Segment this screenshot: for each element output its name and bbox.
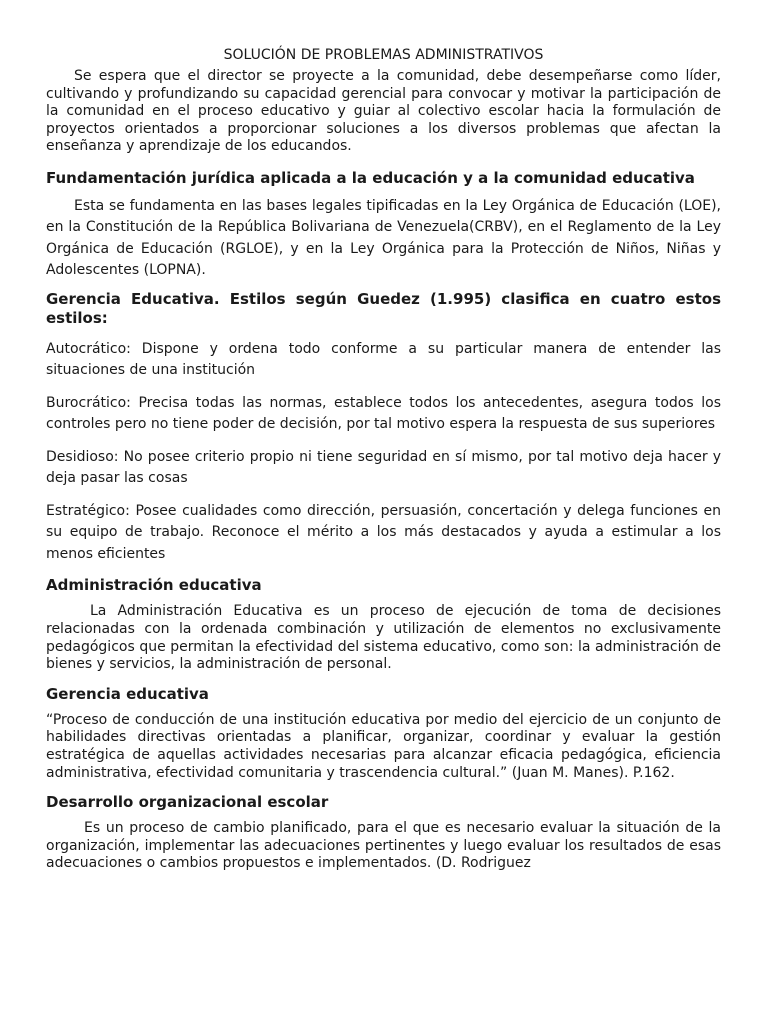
estilo-desidioso: Desidioso: No posee criterio propio ni tiene seguridad en sí mismo, por tal motivo deja hacer y deja pasar las cosas — [46, 448, 721, 487]
section-heading-administracion: Administración educativa — [46, 576, 262, 595]
section-heading-desarrollo: Desarrollo organizacional escolar — [46, 793, 329, 812]
estilo-autocratico: Autocrático: Dispone y ordena todo conforme a su particular manera de entender las situaciones de una institución — [46, 340, 721, 379]
section-heading-gerencia: Gerencia educativa — [46, 684, 209, 703]
gerencia-paragraph: “Proceso de conducción de una institución educativa por medio del ejercicio de un conjunto de habilidades directivas orientadas a planificar, organizar, coordinar y evaluar la gestión estratégica de aquellas actividades necesarias para alcanzar eficacia pedagógica, eficiencia administrativa, efectividad comunitaria y trascendencia cultural.” (Juan M. Manes). P.162. — [46, 711, 721, 781]
document-title: SOLUCIÓN DE PROBLEMAS ADMINISTRATIVOS — [223, 47, 544, 63]
fundamentacion-paragraph: Esta se fundamenta en las bases legales tipificadas en la Ley Orgánica de Educación (LOE), en la Constitución de la República Bolivariana de Venezuela(CRBV), en el Reglamento de la Ley Orgánica de Educación (RGLOE), y en la Ley Orgánica para la Protección de Niños, Niñas y Adolescentes (LOPNA). — [46, 197, 721, 279]
section-heading-fundamentacion: Fundamentación jurídica aplicada a la educación y a la comunidad educativa — [46, 168, 695, 187]
desarrollo-paragraph: Es un proceso de cambio planificado, para el que es necesario evaluar la situación de la organización, implementar las adecuaciones pertinentes y luego evaluar los resultados de esas adecuaciones o cambios propuestos e implementados. (D. Rodriguez — [46, 820, 721, 872]
estilo-burocratico: Burocrático: Precisa todas las normas, establece todos los antecedentes, asegura todos los controles pero no tiene poder de decisión, por tal motivo espera la respuesta de sus superiores — [46, 394, 721, 433]
administracion-paragraph: La Administración Educativa es un proceso de ejecución de toma de decisiones relacionadas con la ordenada combinación y utilización de elementos no exclusivamente pedagógicos que permitan la efectividad del sistema educativo, como son: la administración de bienes y servicios, la administración de personal. — [46, 603, 721, 673]
intro-paragraph: Se espera que el director se proyecte a la comunidad, debe desempeñarse como líder, cultivando y profundizando su capacidad gerencial para convocar y motivar la participación de la comunidad en el proceso educativo y guiar al colectivo escolar hacia la formulación de proyectos orientados a proporcionar soluciones a los diversos problemas que afectan la enseñanza y aprendizaje de los educandos. — [46, 68, 721, 155]
estilo-estrategico: Estratégico: Posee cualidades como dirección, persuasión, concertación y delega funciones en su equipo de trabajo. Reconoce el mérito a los más destacados y ayuda a estimular a los menos eficientes — [46, 502, 721, 562]
section-heading-estilos: Gerencia Educativa. Estilos según Guedez (1.995) clasifica en cuatro estos estilos: — [46, 289, 721, 327]
